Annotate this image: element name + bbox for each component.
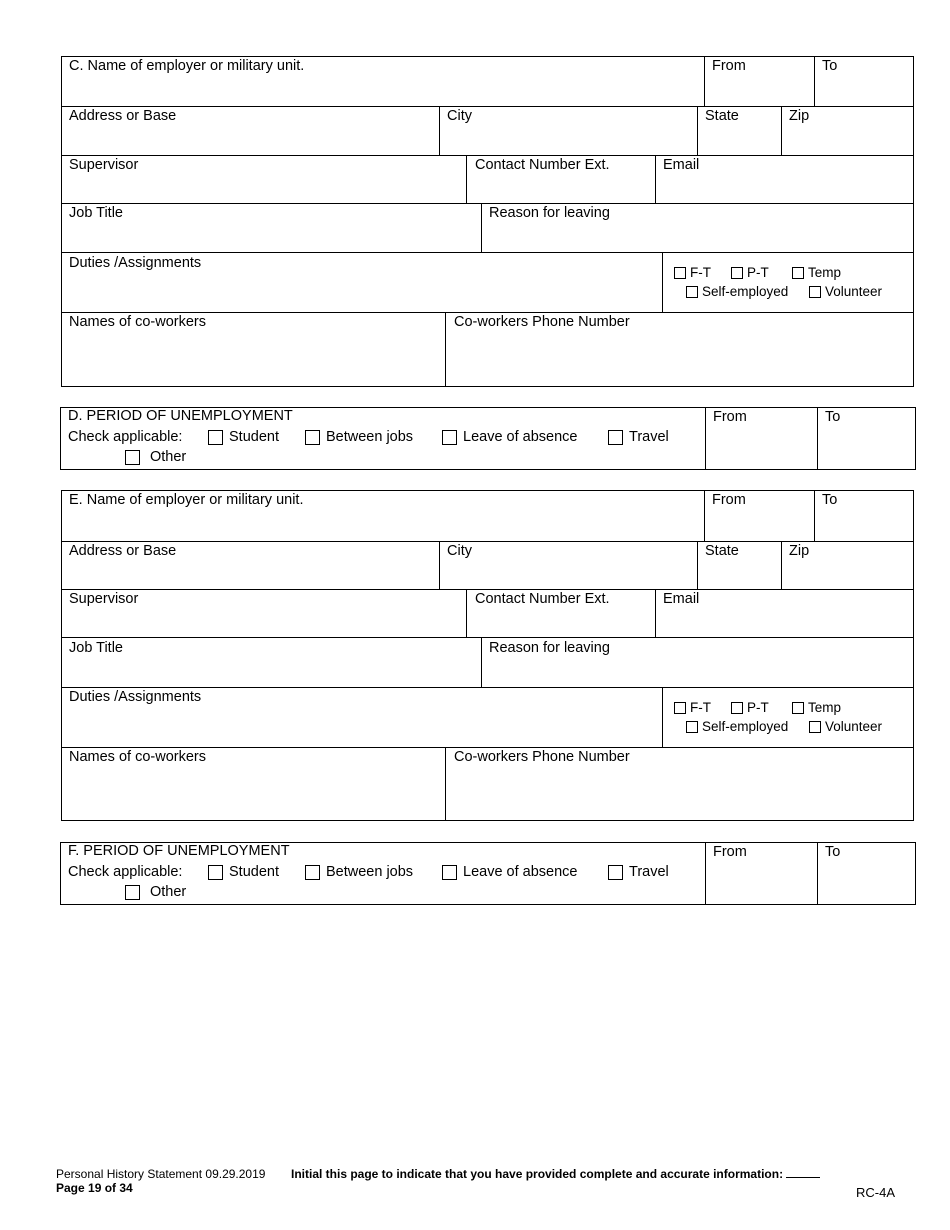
check-applicable-label: Check applicable: bbox=[68, 864, 183, 880]
contact-number-label: Contact Number Ext. bbox=[475, 157, 610, 173]
city-label: City bbox=[447, 543, 472, 559]
email-label: Email bbox=[663, 591, 700, 607]
option-travel[interactable]: Travel bbox=[608, 429, 669, 446]
option-student[interactable]: Student bbox=[208, 864, 279, 881]
checkbox[interactable] bbox=[608, 865, 623, 880]
to-date-label: To bbox=[822, 492, 838, 508]
initials-field[interactable] bbox=[786, 1167, 820, 1178]
job-title-label: Job Title bbox=[69, 640, 123, 656]
coworkers-label: Names of co-workers bbox=[69, 314, 206, 330]
state-label: State bbox=[705, 543, 739, 559]
form-code: RC-4A bbox=[856, 1185, 896, 1200]
option-leave-of-absence[interactable]: Leave of absence bbox=[442, 864, 577, 881]
option-temp[interactable]: Temp bbox=[792, 699, 841, 716]
checkbox[interactable] bbox=[305, 865, 320, 880]
state-label: State bbox=[705, 108, 739, 124]
option-self-employed[interactable]: Self-employed bbox=[686, 283, 788, 300]
page-number: Page 19 of 34 bbox=[56, 1181, 133, 1195]
zip-label: Zip bbox=[789, 543, 810, 559]
supervisor-label: Supervisor bbox=[69, 157, 139, 173]
employer-name-label: C. Name of employer or military unit. bbox=[69, 58, 305, 74]
address-label: Address or Base bbox=[69, 108, 177, 124]
reason-for-leaving-label: Reason for leaving bbox=[489, 205, 610, 221]
from-date-label: From bbox=[712, 58, 746, 74]
unemployment-title: D. PERIOD OF UNEMPLOYMENT bbox=[68, 408, 293, 424]
reason-for-leaving-label: Reason for leaving bbox=[489, 640, 610, 656]
option-travel[interactable]: Travel bbox=[608, 864, 669, 881]
supervisor-label: Supervisor bbox=[69, 591, 139, 607]
option-part-time[interactable]: P-T bbox=[731, 264, 769, 281]
to-date-label: To bbox=[825, 844, 841, 860]
to-date-label: To bbox=[822, 58, 838, 74]
duties-label: Duties /Assignments bbox=[69, 255, 202, 271]
checkbox[interactable] bbox=[442, 865, 457, 880]
contact-number-label: Contact Number Ext. bbox=[475, 591, 610, 607]
option-leave-of-absence[interactable]: Leave of absence bbox=[442, 429, 577, 446]
from-date-label: From bbox=[713, 844, 747, 860]
page-footer bbox=[0, 1160, 950, 1220]
from-date-label: From bbox=[712, 492, 746, 508]
option-full-time[interactable]: F-T bbox=[674, 264, 711, 281]
city-label: City bbox=[447, 108, 472, 124]
option-self-employed[interactable]: Self-employed bbox=[686, 718, 788, 735]
checkbox[interactable] bbox=[208, 865, 223, 880]
employer-name-label: E. Name of employer or military unit. bbox=[69, 492, 304, 508]
to-date-label: To bbox=[825, 409, 841, 425]
option-temp[interactable]: Temp bbox=[792, 264, 841, 281]
from-date-label: From bbox=[713, 409, 747, 425]
document-name: Personal History Statement 09.29.2019 bbox=[56, 1167, 266, 1181]
zip-label: Zip bbox=[789, 108, 810, 124]
option-volunteer[interactable]: Volunteer bbox=[809, 283, 882, 300]
duties-label: Duties /Assignments bbox=[69, 689, 202, 705]
option-between-jobs[interactable]: Between jobs bbox=[305, 429, 413, 446]
coworkers-phone-label: Co-workers Phone Number bbox=[454, 749, 630, 765]
address-label: Address or Base bbox=[69, 543, 177, 559]
option-part-time[interactable]: P-T bbox=[731, 699, 769, 716]
coworkers-label: Names of co-workers bbox=[69, 749, 206, 765]
option-between-jobs[interactable]: Between jobs bbox=[305, 864, 413, 881]
option-other[interactable]: Other bbox=[125, 884, 186, 901]
check-applicable-label: Check applicable: bbox=[68, 429, 183, 445]
option-student[interactable]: Student bbox=[208, 429, 279, 446]
option-full-time[interactable]: F-T bbox=[674, 699, 711, 716]
coworkers-phone-label: Co-workers Phone Number bbox=[454, 314, 630, 330]
initial-instruction: Initial this page to indicate that you have provided complete and accurate information: bbox=[291, 1167, 820, 1181]
email-label: Email bbox=[663, 157, 700, 173]
job-title-label: Job Title bbox=[69, 205, 123, 221]
checkbox[interactable] bbox=[125, 885, 140, 900]
unemployment-title: F. PERIOD OF UNEMPLOYMENT bbox=[68, 843, 290, 859]
option-volunteer[interactable]: Volunteer bbox=[809, 718, 882, 735]
option-other[interactable]: Other bbox=[125, 449, 186, 466]
